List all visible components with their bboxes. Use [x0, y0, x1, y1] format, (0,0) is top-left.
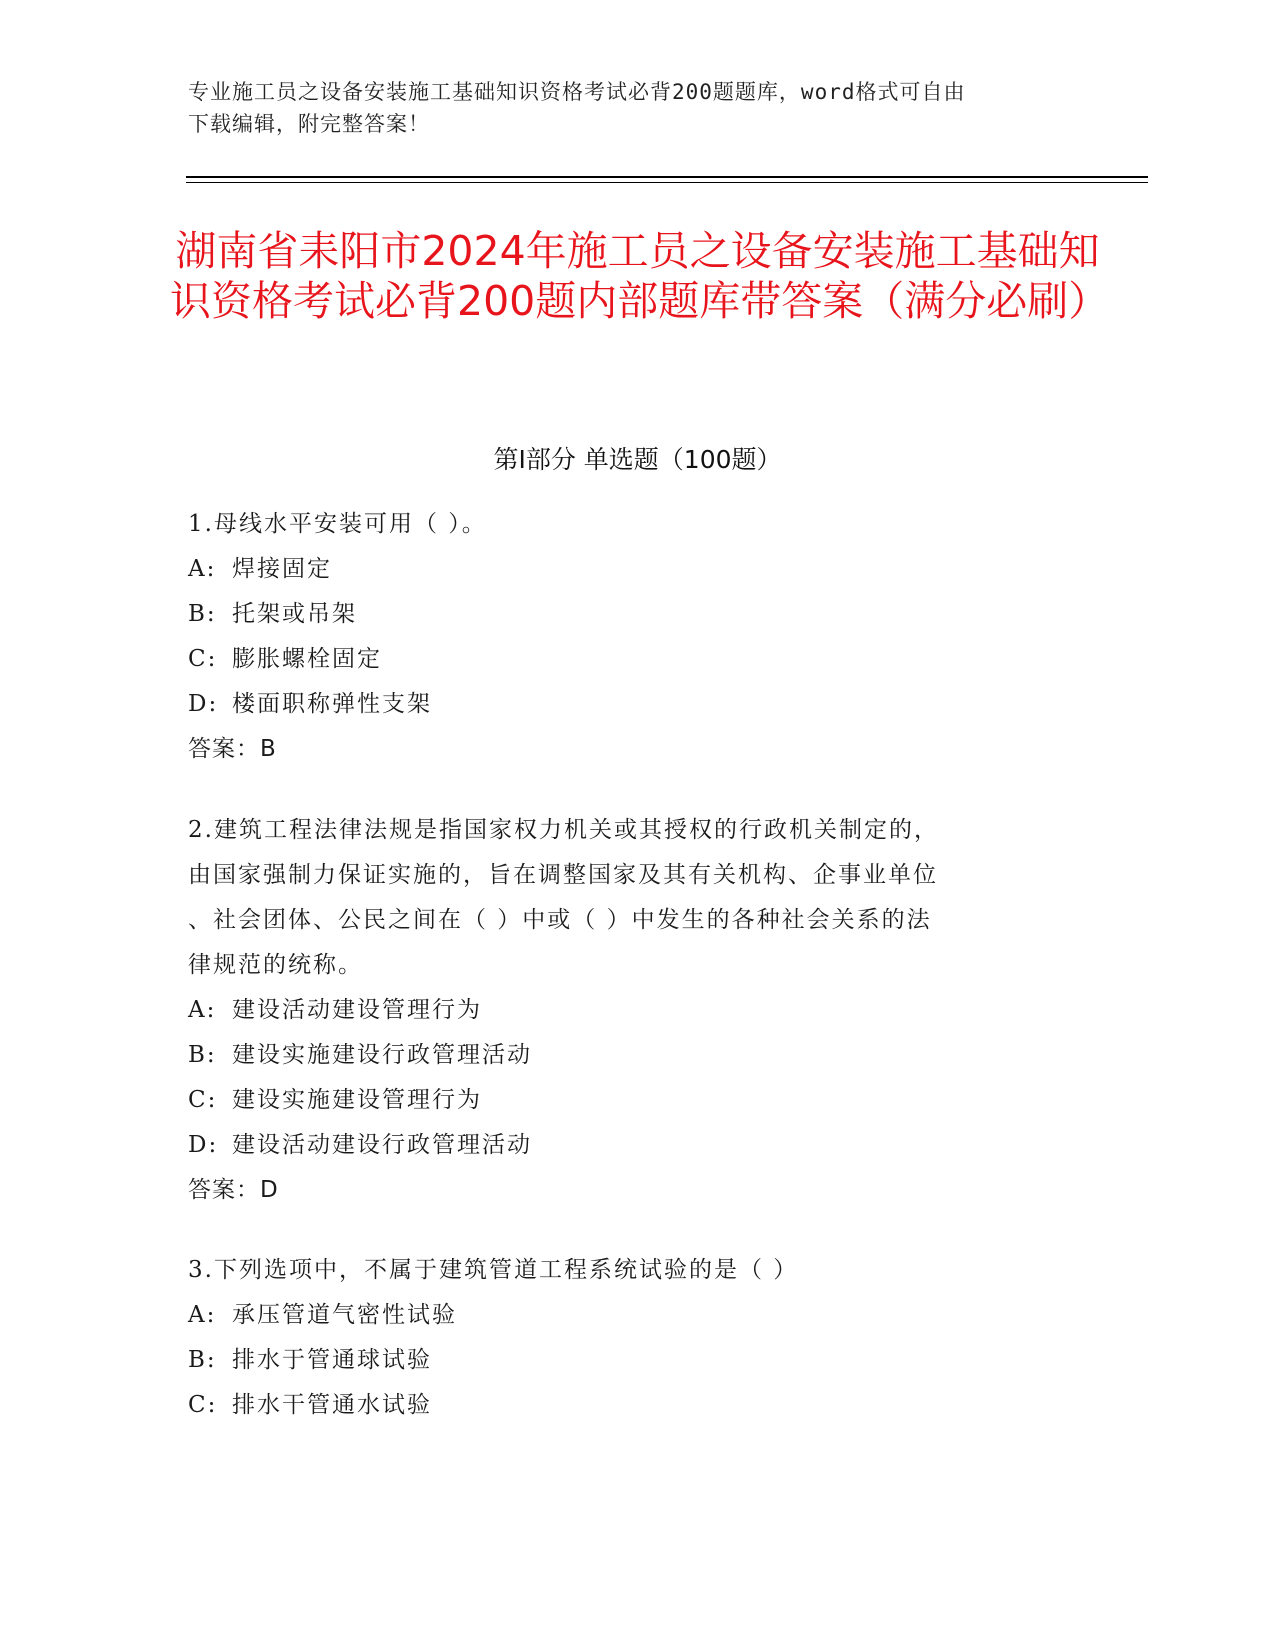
option-letter: B: — [188, 1347, 217, 1373]
question-stem-line-1: 2.建筑工程法律法规是指国家权力机关或其授权的行政机关制定的， — [188, 817, 939, 843]
question-stem: 1.母线水平安装可用（ ）。 — [188, 511, 487, 537]
option-text: 建设实施建设管理行为 — [232, 1087, 482, 1113]
option-letter: D: — [188, 1132, 219, 1158]
question-2 — [188, 808, 1068, 1213]
option-a — [188, 988, 1068, 1033]
option-c — [188, 637, 1068, 682]
option-text: 建设实施建设行政管理活动 — [232, 1042, 532, 1068]
option-text: 建设活动建设行政管理活动 — [232, 1132, 532, 1158]
header-divider-thick — [186, 176, 1148, 178]
option-letter: B: — [188, 601, 217, 627]
answer-line: 答案：D — [188, 1177, 279, 1203]
option-text: 承压管道气密性试验 — [232, 1302, 457, 1328]
question-1 — [188, 502, 1068, 772]
option-d — [188, 682, 1068, 727]
question-stem-line-2: 由国家强制力保证实施的，旨在调整国家及其有关机构、企事业单位 — [188, 862, 938, 888]
option-a — [188, 547, 1068, 592]
option-letter: A: — [188, 1302, 217, 1328]
option-text: 楼面职称弹性支架 — [232, 691, 432, 717]
header-note — [188, 76, 1068, 140]
option-b — [188, 592, 1068, 637]
document-title: 湖南省耒阳市2024年施工员之设备安装施工基础知识资格考试必背200题内部题库带答案（满分必刷） — [170, 227, 1110, 325]
option-letter: A: — [188, 997, 217, 1023]
option-text: 排水干管通水试验 — [232, 1392, 432, 1418]
header-note-line-1: 专业施工员之设备安装施工基础知识资格考试必背200题题库，word格式可自由 — [188, 80, 966, 104]
option-text: 排水于管通球试验 — [232, 1347, 432, 1373]
option-text: 膨胀螺栓固定 — [232, 646, 382, 672]
option-letter: C: — [188, 1087, 218, 1113]
option-letter: D: — [188, 691, 219, 717]
option-letter: A: — [188, 556, 217, 582]
option-b — [188, 1033, 1068, 1078]
option-b — [188, 1338, 1068, 1383]
option-d — [188, 1123, 1068, 1168]
option-letter: C: — [188, 646, 218, 672]
option-text: 托架或吊架 — [232, 601, 357, 627]
option-text: 焊接固定 — [232, 556, 332, 582]
answer-line: 答案：B — [188, 736, 277, 762]
option-text: 建设活动建设管理行为 — [232, 997, 482, 1023]
question-stem-line-4: 律规范的统称。 — [188, 952, 363, 978]
option-letter: C: — [188, 1392, 218, 1418]
option-c — [188, 1383, 1068, 1428]
question-stem: 3.下列选项中，不属于建筑管道工程系统试验的是（ ） — [188, 1257, 799, 1283]
option-c — [188, 1078, 1068, 1123]
question-3 — [188, 1248, 1068, 1428]
option-letter: B: — [188, 1042, 217, 1068]
section-heading: 第Ⅰ部分 单选题（100题） — [493, 445, 782, 474]
header-divider-thin — [186, 182, 1148, 183]
header-note-line-2: 下载编辑，附完整答案！ — [188, 112, 430, 136]
option-a — [188, 1293, 1068, 1338]
question-stem-line-3: 、社会团体、公民之间在（ ）中或（ ）中发生的各种社会关系的法 — [188, 907, 932, 933]
